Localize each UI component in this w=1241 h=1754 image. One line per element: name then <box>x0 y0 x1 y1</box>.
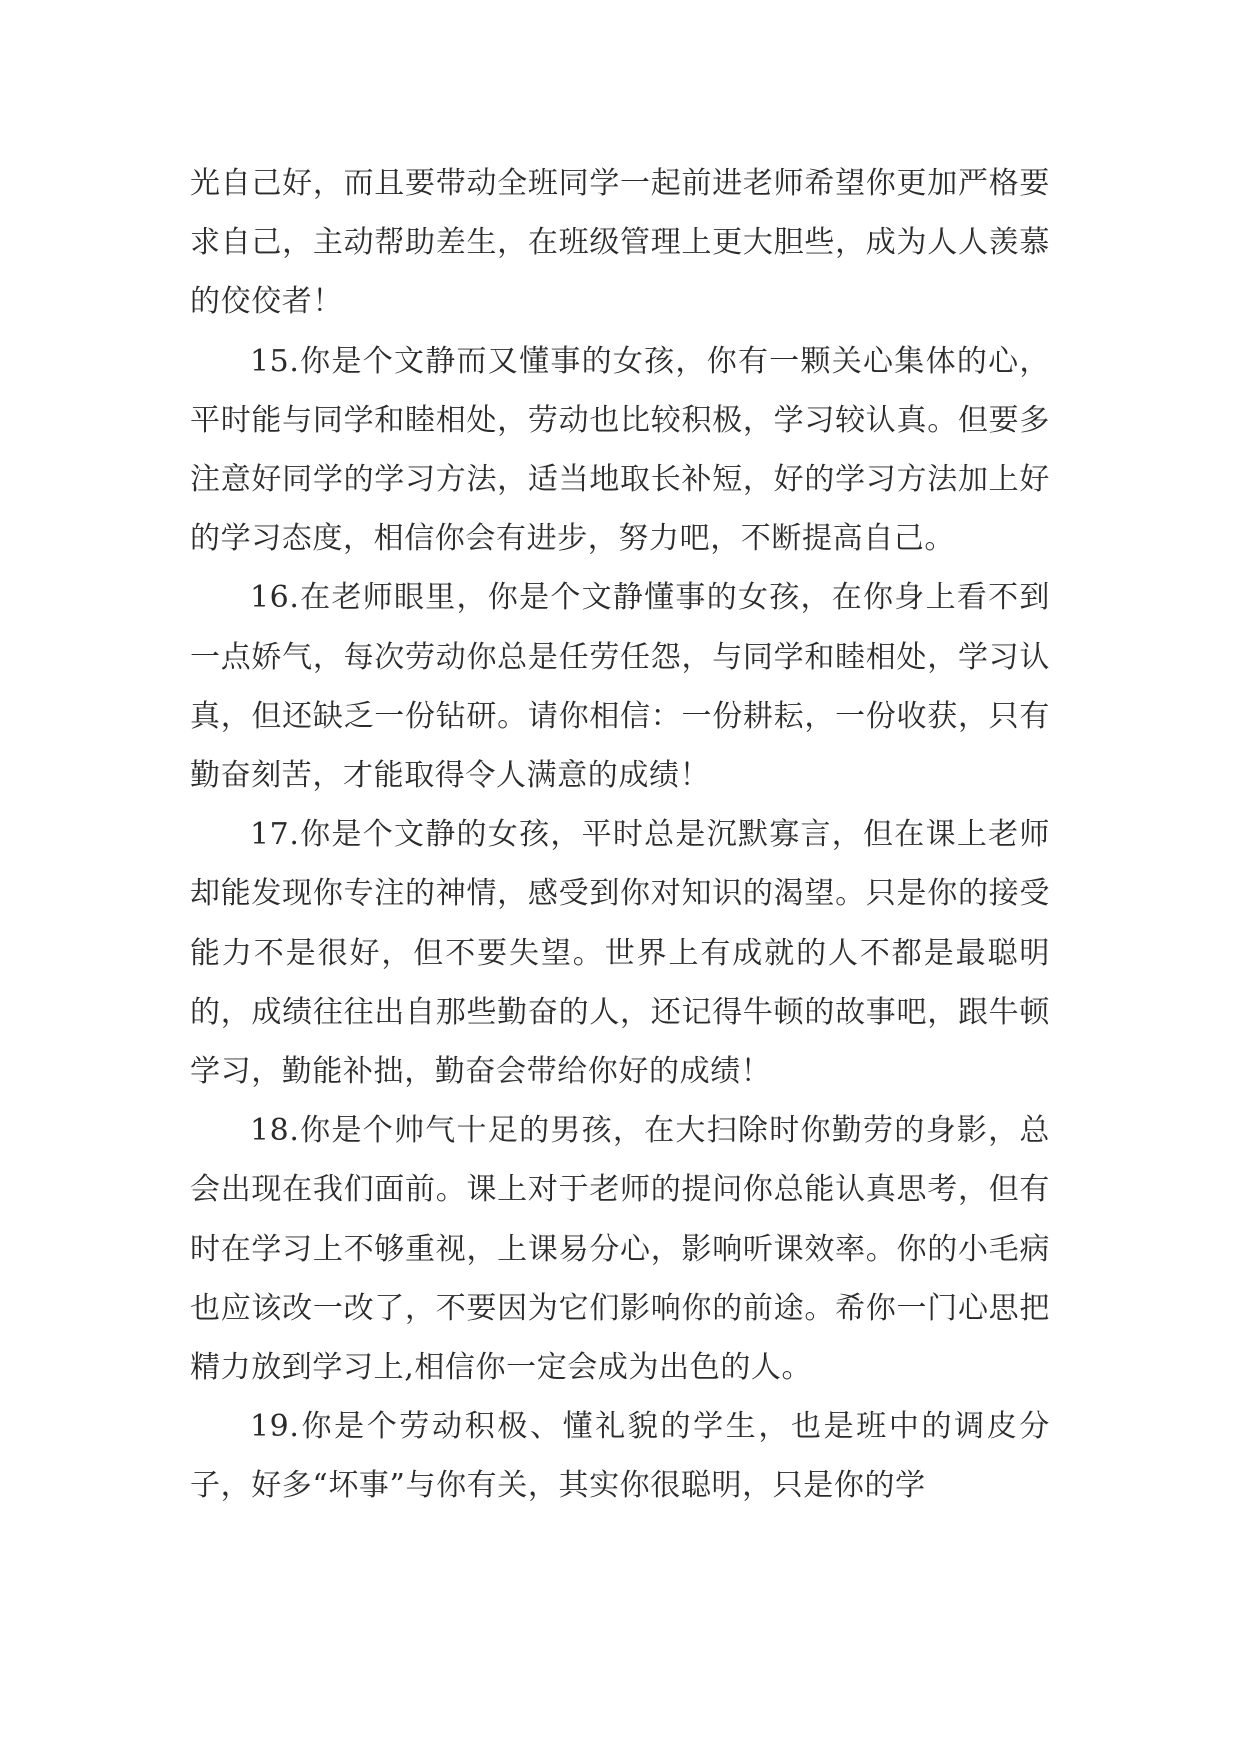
paragraph-comment-15: 15.你是个文静而又懂事的女孩，你有一颗关心集体的心，平时能与同学和睦相处，劳动也比较积极，学习较认真。但要多注意好同学的学习方法，适当地取长补短，好的学习方法加上好的学习态度，相信你会有进步，努力吧，不断提高自己。 <box>190 343 1050 557</box>
paragraph-comment-19: 19.你是个劳动积极、懂礼貌的学生，也是班中的调皮分子，好多“坏事”与你有关，其实你很聪明，只是你的学 <box>190 1409 1050 1504</box>
document-body <box>190 154 1050 1516</box>
paragraph-continuation: 光自己好，而且要带动全班同学一起前进老师希望你更加严格要求自己，主动帮助差生，在班级管理上更大胆些，成为人人羡慕的佼佼者！ <box>190 166 1050 320</box>
paragraph-comment-17: 17.你是个文静的女孩，平时总是沉默寡言，但在课上老师却能发现你专注的神情，感受到你对知识的渴望。只是你的接受能力不是很好，但不要失望。世界上有成就的人不都是最聪明的，成绩往往出自那些勤奋的人，还记得牛顿的故事吧，跟牛顿学习，勤能补拙，勤奋会带给你好的成绩！ <box>190 817 1050 1090</box>
paragraph-comment-16: 16.在老师眼里，你是个文静懂事的女孩，在你身上看不到一点娇气，每次劳动你总是任劳任怨，与同学和睦相处，学习认真，但还缺乏一份钻研。请你相信：一份耕耘，一份收获，只有勤奋刻苦，才能取得令人满意的成绩！ <box>190 580 1050 794</box>
paragraph-comment-18: 18.你是个帅气十足的男孩，在大扫除时你勤劳的身影，总会出现在我们面前。课上对于老师的提问你总能认真思考，但有时在学习上不够重视，上课易分心，影响听课效率。你的小毛病也应该改一改了，不要因为它们影响你的前途。希你一门心思把精力放到学习上,相信你一定会成为出色的人。 <box>190 1113 1050 1386</box>
